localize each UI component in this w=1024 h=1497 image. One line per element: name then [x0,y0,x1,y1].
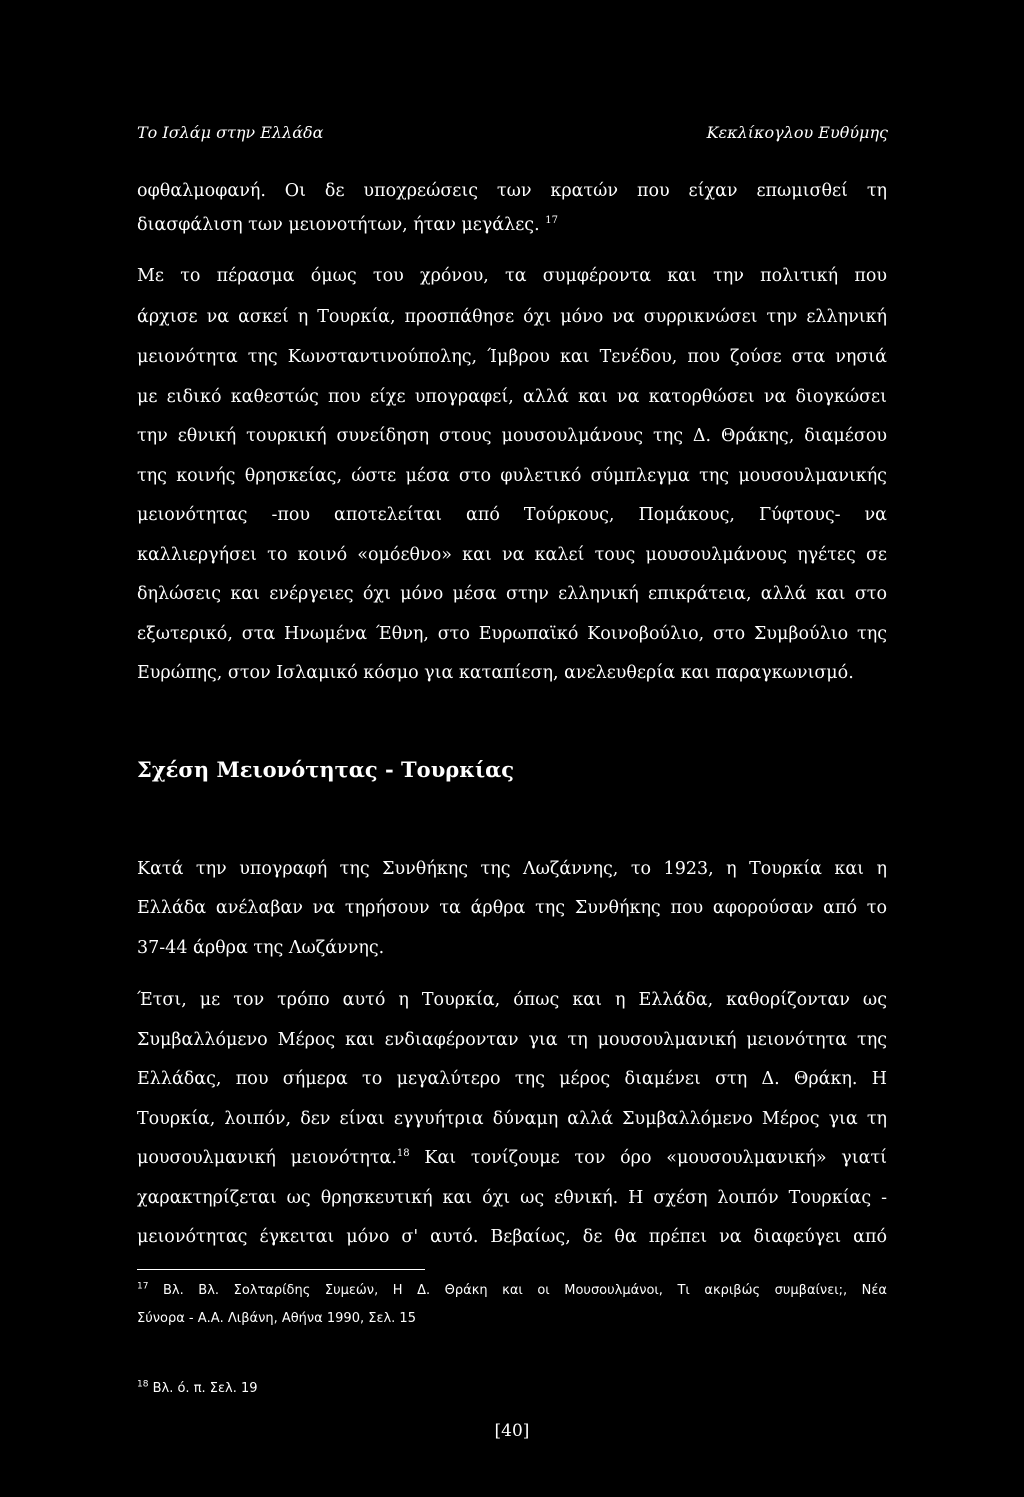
text-line: εξωτερικό, στα Ηνωμένα Έθνη, στο Ευρωπαϊκό Κοινοβούλιο, στο Συμβούλιο της [137,624,887,644]
footnote-number: 18 [137,1379,149,1390]
running-header-author: Κεκλίκογλου Ευθύμης [706,123,888,142]
text-line-content: μουσουλμανική μειονότητα. [137,1148,397,1168]
text-line [137,213,887,237]
footnote-text: Βλ. Βλ. Σολταρίδης Συμεών, Η Δ. Θράκη και οι Μουσουλμάνοι, Τι ακριβώς συμβαίνει;, Νέα [163,1283,888,1298]
text-line: της κοινής θρησκείας, ώστε μέσα στο φυλετικό σύμπλεγμα της μουσουλμανικής [137,466,887,486]
text-line: καλλιεργήσει το κοινό «ομόεθνο» και να καλεί τους μουσουλμάνους ηγέτες σε [137,545,887,565]
text-line: την εθνική τουρκική συνείδηση στους μουσουλμάνους της Δ. Θράκης, διαμέσου [137,426,887,446]
text-line: Κατά την υπογραφή της Συνθήκης της Λωζάννης, το 1923, η Τουρκία και η [137,859,887,879]
text-line: μειονότητας -που αποτελείται από Τούρκους, Πομάκους, Γύφτους- να [137,505,887,525]
text-line: Ελλάδα ανέλαβαν να τηρήσουν τα άρθρα της Συνθήκης που αφορούσαν από το [137,898,887,918]
text-line: 37-44 άρθρα της Λωζάννης. [137,938,385,958]
text-line-content: Και τονίζουμε τον όρο «μουσουλμανική» γιατί [409,1148,887,1168]
text-line: Συμβαλλόμενο Μέρος και ενδιαφέρονταν για τη μουσουλμανική μειονότητα της [137,1030,887,1050]
footnote-line: Σύνορα - Α.Α. Λιβάνη, Αθήνα 1990, Σελ. 15 [137,1311,416,1326]
page-number: [40] [494,1421,530,1441]
footnote-number: 17 [137,1281,149,1292]
footnote-ref-18: 18 [396,1148,410,1160]
text-line: με ειδικό καθεστώς που είχε υπογραφεί, αλλά και να κατορθώσει να διογκώσει [137,387,887,407]
text-line: δηλώσεις και ενέργειες όχι μόνο μέσα στην ελληνική επικράτεια, αλλά και στο [137,584,887,604]
text-line: χαρακτηρίζεται ως θρησκευτική και όχι ως εθνική. Η σχέση λοιπόν Τουρκίας - [137,1188,887,1208]
text-line: Ελλάδας, που σήμερα το μεγαλύτερο της μέρος διαμένει στη Δ. Θράκη. Η [137,1069,887,1089]
text-line: Έτσι, με τον τρόπο αυτό η Τουρκία, όπως και η Ελλάδα, καθορίζονταν ως [137,990,887,1010]
text-line: μειονότητας έγκειται μόνο σ' αυτό. Βεβαίως, δε θα πρέπει να διαφεύγει από [137,1227,887,1247]
footnote-ref-17: 17 [545,215,558,227]
footnote-separator [137,1269,425,1270]
running-header-title: Το Ισλάμ στην Ελλάδα [137,123,324,142]
text-line-content: διασφάλιση των μειονοτήτων, ήταν μεγάλες. [137,215,540,235]
text-line: μειονότητα της Κωνσταντινούπολης, Ίμβρου και Τενέδου, που ζούσε στα νησιά [137,347,887,367]
text-line: Με το πέρασμα όμως του χρόνου, τα συμφέροντα και την πολιτική που [137,266,887,286]
text-line: άρχισε να ασκεί η Τουρκία, προσπάθησε όχι μόνο να συρρικνώσει την ελληνική [137,307,887,327]
text-line: Τουρκία, λοιπόν, δεν είναι εγγυήτρια δύναμη αλλά Συμβαλλόμενο Μέρος για τη [137,1109,887,1129]
text-line [137,1146,887,1170]
text-line: Ευρώπης, στον Ισλαμικό κόσμο για καταπίεση, ανελευθερία και παραγκωνισμό. [137,663,854,683]
footnote-line [137,1380,887,1398]
text-line: οφθαλμοφανή. Οι δε υποχρεώσεις των κρατών που είχαν επωμισθεί τη [137,181,887,201]
section-heading: Σχέση Μειονότητας - Τουρκίας [137,757,515,782]
footnote-text: Βλ. ό. π. Σελ. 19 [152,1381,258,1396]
footnote-line [137,1282,887,1300]
